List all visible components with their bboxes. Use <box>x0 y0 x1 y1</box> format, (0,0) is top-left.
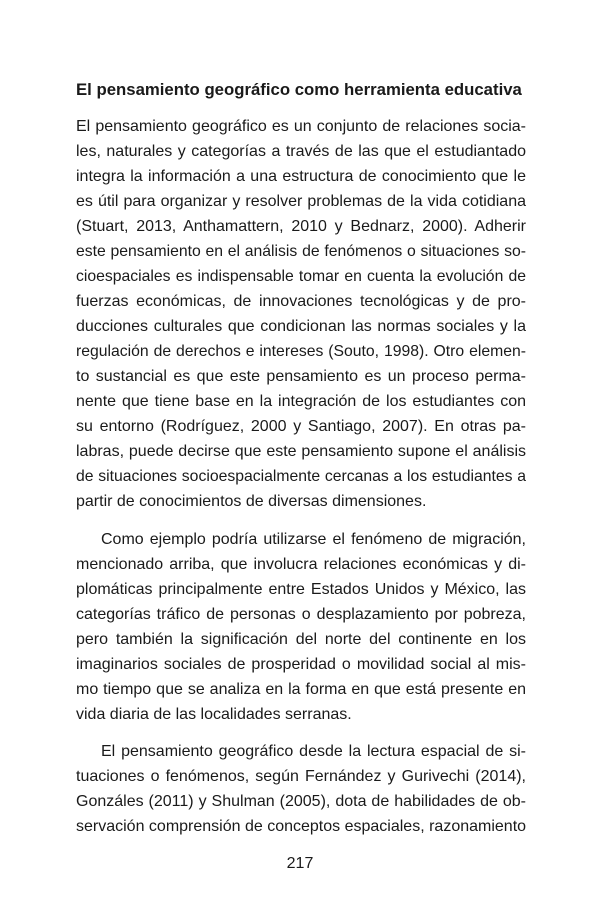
text-line: plomáticas principalmente entre Estados Unidos y México, las <box>76 581 526 598</box>
text-line: mo tiempo que se analiza en la forma en que está presente en <box>76 681 526 698</box>
text-line: partir de conocimientos de diversas dimensiones. <box>76 493 427 510</box>
text-line: fuerzas económicas, de innovaciones tecnológicas y de pro- <box>76 293 526 310</box>
text-line: El pensamiento geográfico es un conjunto de relaciones socia- <box>76 118 526 135</box>
text-line: cioespaciales es indispensable tomar en cuenta la evolución de <box>76 268 526 285</box>
text-line: este pensamiento en el análisis de fenómenos o situaciones so- <box>76 243 526 260</box>
text-line: integra la información a una estructura de conocimiento que le <box>76 168 526 185</box>
text-line: Como ejemplo podría utilizarse el fenómeno de migración, <box>101 531 526 548</box>
text-line: to sustancial es que este pensamiento es un proceso perma- <box>76 368 526 385</box>
text-line: vida diaria de las localidades serranas. <box>76 706 352 723</box>
text-line: su entorno (Rodríguez, 2000 y Santiago, 2007). En otras pa- <box>76 418 526 435</box>
text-line: servación comprensión de conceptos espaciales, razonamiento <box>76 818 527 835</box>
text-line: de situaciones socioespacialmente cercanas a los estudiantes a <box>76 468 526 485</box>
text-line: labras, puede decirse que este pensamiento supone el análisis <box>76 443 526 460</box>
text-line: tuaciones o fenómenos, según Fernández y Gurivechi (2014), <box>76 768 526 785</box>
section-heading: El pensamiento geográfico como herramienta educativa <box>76 80 522 99</box>
text-line: categorías tráfico de personas o desplazamiento por pobreza, <box>76 606 526 623</box>
text-line: El pensamiento geográfico desde la lectura espacial de si- <box>101 743 526 760</box>
text-line: les, naturales y categorías a través de las que el estudiantado <box>76 143 526 160</box>
text-line: regulación de derechos e intereses (Souto, 1998). Otro elemen- <box>76 343 526 360</box>
text-line: es útil para organizar y resolver problemas de la vida cotidiana <box>76 193 526 210</box>
page-number: 217 <box>286 855 314 872</box>
text-line: (Stuart, 2013, Anthamattern, 2010 y Bednarz, 2000). Adherir <box>76 218 526 235</box>
text-line: mencionado arriba, que involucra relaciones económicas y di- <box>76 556 526 573</box>
text-line: Gonzáles (2011) y Shulman (2005), dota de habilidades de ob- <box>76 793 526 810</box>
text-line: pero también la significación del norte del continente en los <box>76 631 526 648</box>
text-line: ducciones culturales que condicionan las normas sociales y la <box>76 318 526 335</box>
text-line: nente que tiene base en la integración de los estudiantes con <box>76 393 526 410</box>
text-line: imaginarios sociales de prosperidad o movilidad social al mis- <box>76 656 526 673</box>
